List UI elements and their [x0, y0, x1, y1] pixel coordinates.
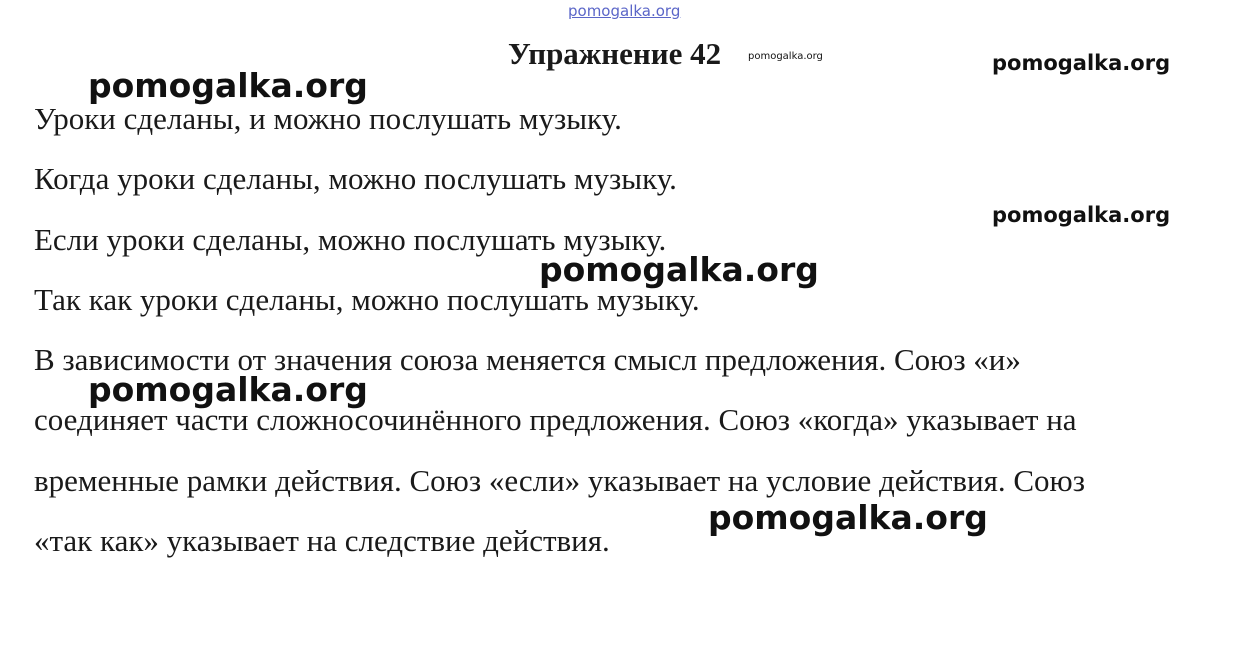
- explanation-line-1: В зависимости от значения союза меняется смысл предложения. Союз «и»: [34, 342, 1021, 377]
- sentence-1: Уроки сделаны, и можно послушать музыку.: [34, 101, 622, 136]
- exercise-title: Упражнение 42: [508, 36, 722, 71]
- sentence-2: Когда уроки сделаны, можно послушать музыку.: [34, 161, 677, 196]
- watermark-top-left: pomogalka.org: [88, 66, 368, 105]
- explanation-line-4: «так как» указывает на следствие действия.: [34, 523, 610, 558]
- watermark-bottom: pomogalka.org: [708, 498, 988, 537]
- sentence-4: Так как уроки сделаны, можно послушать музыку.: [34, 282, 700, 317]
- explanation-line-3: временные рамки действия. Союз «если» указывает на условие действия. Союз: [34, 463, 1085, 498]
- watermark-center: pomogalka.org: [539, 250, 819, 289]
- watermark-top-right: pomogalka.org: [992, 51, 1171, 75]
- watermark-small: pomogalka.org: [748, 51, 823, 62]
- watermark-right: pomogalka.org: [992, 203, 1171, 227]
- explanation-line-2: соединяет части сложносочинённого предложения. Союз «когда» указывает на: [34, 402, 1077, 437]
- watermark-left: pomogalka.org: [88, 370, 368, 409]
- sentence-3: Если уроки сделаны, можно послушать музыку.: [34, 222, 667, 257]
- site-link[interactable]: pomogalka.org: [568, 2, 681, 20]
